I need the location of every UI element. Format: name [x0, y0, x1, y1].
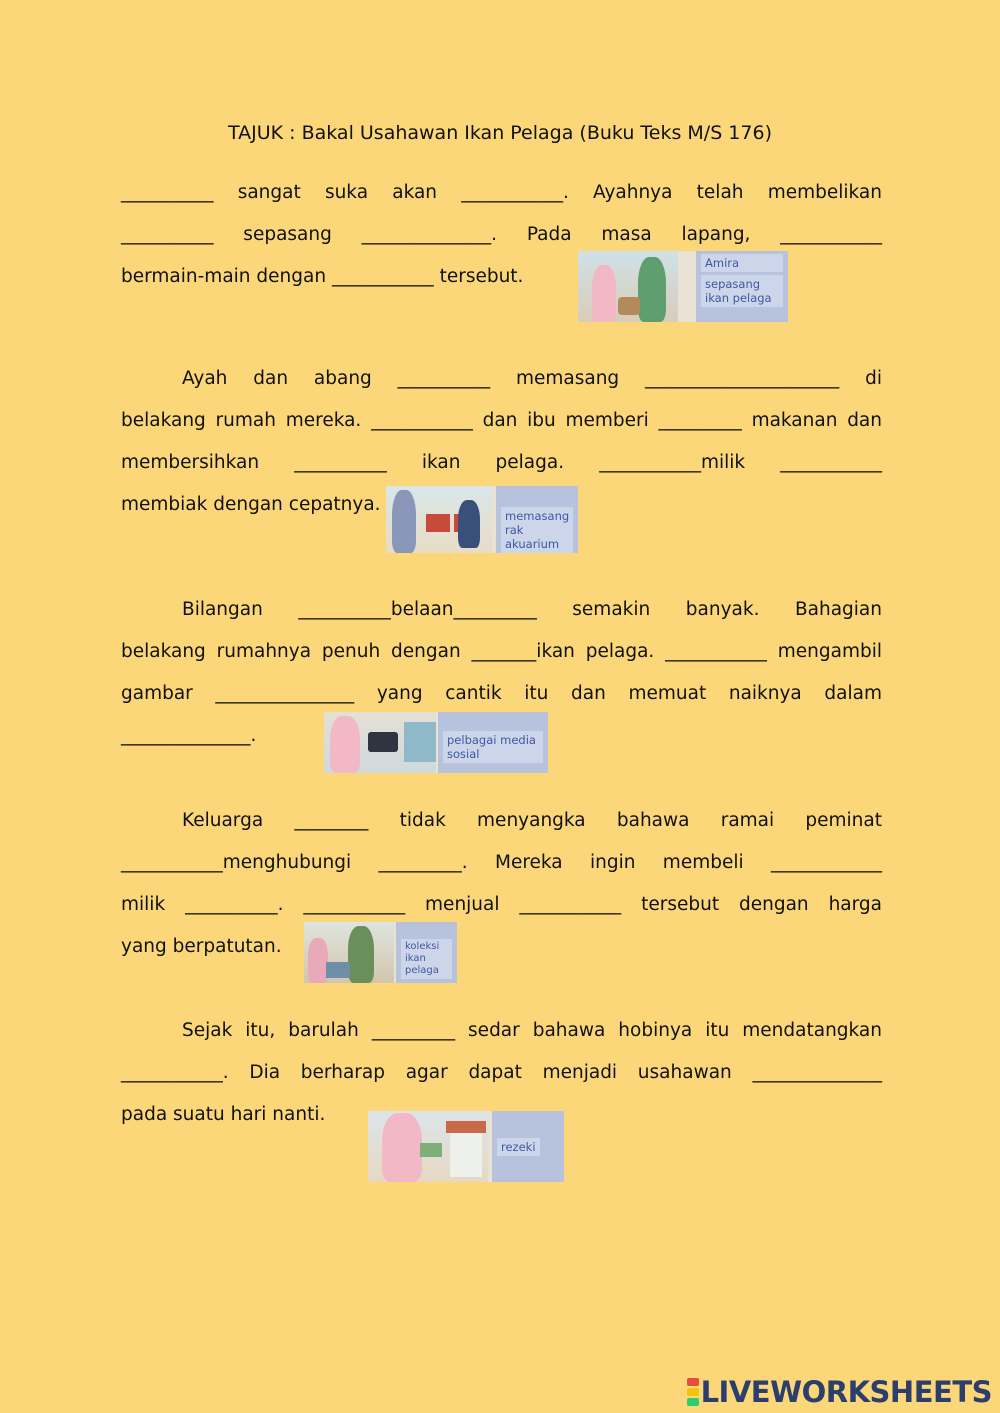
illustration-social-media — [324, 712, 548, 773]
text-line: membiak dengan cepatnya. — [121, 494, 381, 515]
label-caption: koleksi ikan pelaga — [401, 939, 452, 979]
logo-text: LIVEWORKSHEETS — [700, 1375, 992, 1409]
text-line: ______________. — [121, 725, 257, 746]
text-line: belakang rumahnya penuh dengan _______ikan pelaga. ___________ mengambil — [121, 641, 882, 662]
text-line: pada suatu hari nanti. — [121, 1104, 326, 1125]
illustration-label — [492, 1111, 564, 1182]
text-line: __________ sepasang ______________. Pada masa lapang, ___________ — [121, 224, 882, 245]
illustration-scene — [386, 486, 492, 553]
illustration-scene — [324, 712, 436, 773]
text-line: bermain-main dengan ___________ tersebut. — [121, 266, 524, 287]
illustration-scene — [368, 1111, 488, 1182]
illustration-label — [396, 922, 457, 983]
illustration-fish-collection — [304, 922, 457, 983]
text-line: membersihkan __________ ikan pelaga. ___________milik ___________ — [121, 452, 882, 473]
text-line: ___________. Dia berharap agar dapat menjadi usahawan ______________ — [121, 1062, 882, 1083]
page-title: TAJUK : Bakal Usahawan Ikan Pelaga (Buku Teks M/S 176) — [228, 122, 772, 144]
text-line: gambar _______________ yang cantik itu dan memuat naiknya dalam — [121, 683, 882, 704]
text-line: belakang rumah mereka. ___________ dan ibu memberi _________ makanan dan — [121, 410, 882, 431]
text-line: Ayah dan abang __________ memasang _____________________ di — [182, 368, 882, 389]
label-caption: pelbagai media sosial — [443, 731, 543, 763]
illustration-label — [696, 251, 788, 322]
text-line: Bilangan __________belaan_________ semakin banyak. Bahagian — [182, 599, 882, 620]
text-line: __________ sangat suka akan ___________. Ayahnya telah membelikan — [121, 182, 882, 203]
logo-icon — [687, 1377, 699, 1407]
illustration-amira — [578, 251, 788, 322]
text-line: Sejak itu, barulah _________ sedar bahawa hobinya itu mendatangkan — [182, 1020, 882, 1041]
text-line: Keluarga ________ tidak menyangka bahawa ramai peminat — [182, 810, 882, 831]
illustration-scene — [578, 251, 678, 322]
illustration-aquarium — [386, 486, 578, 553]
liveworksheets-logo — [687, 1375, 992, 1409]
label-caption: rezeki — [497, 1138, 540, 1156]
illustration-label — [438, 712, 548, 773]
label-caption: memasang rak akuarium — [501, 507, 573, 553]
illustration-rezeki — [368, 1111, 564, 1182]
text-line: yang berpatutan. — [121, 936, 282, 957]
text-line: ___________menghubungi _________. Mereka ingin membeli ____________ — [121, 852, 882, 873]
label-caption: sepasang ikan pelaga — [701, 275, 783, 307]
illustration-scene — [304, 922, 394, 983]
illustration-label — [496, 486, 578, 553]
text-line: milik __________. ___________ menjual ___________ tersebut dengan harga — [121, 894, 882, 915]
label-name: Amira — [701, 254, 783, 272]
